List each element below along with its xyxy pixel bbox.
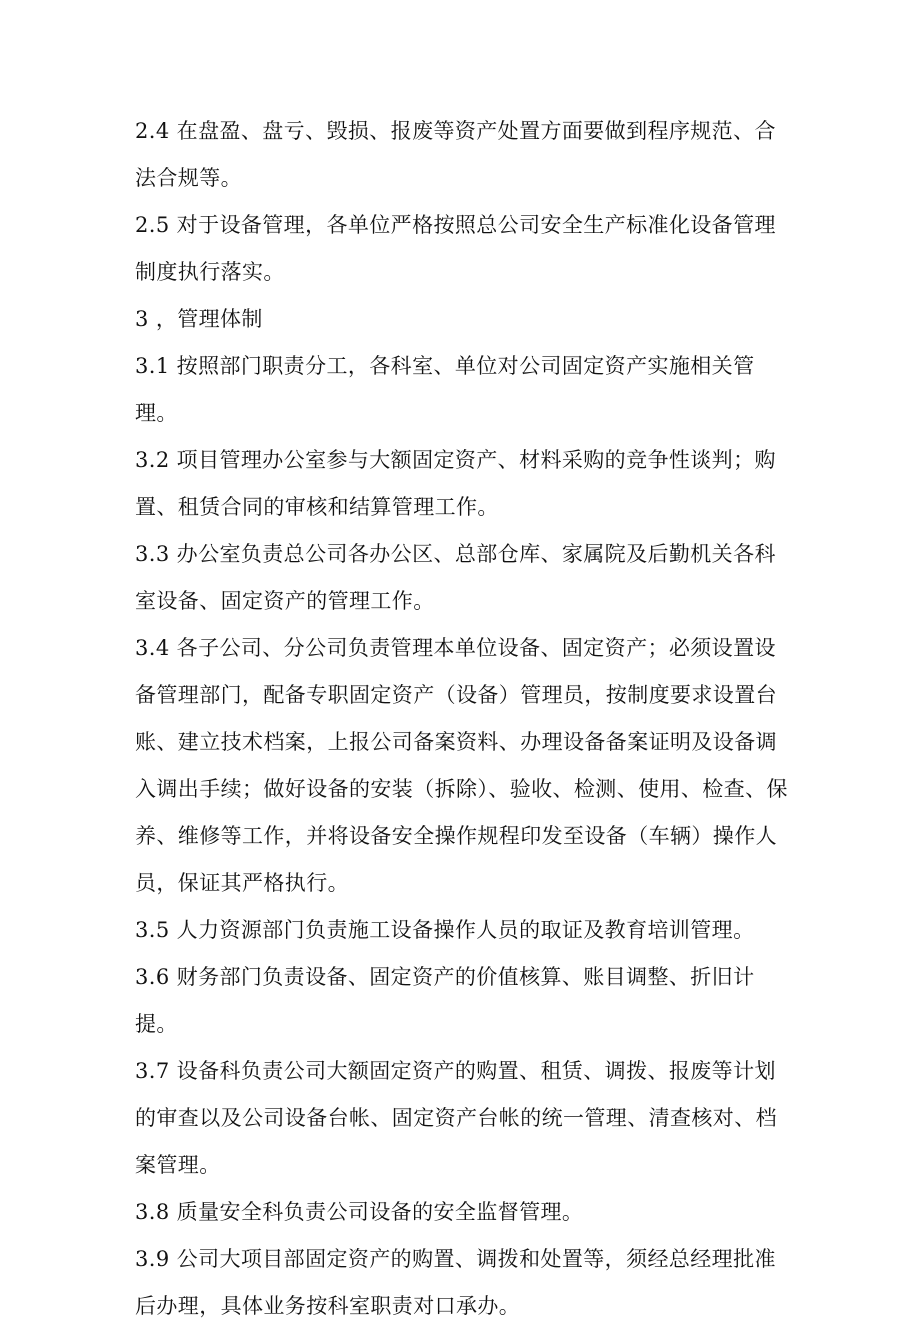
paragraph-3-9: 3.9 公司大项目部固定资产的购置、调拨和处置等，须经总经理批准后办理，具体业务按科室职责对口承办。: [135, 1247, 776, 1318]
paragraph-3-3: 3.3 办公室负责总公司各办公区、总部仓库、家属院及后勤机关各科室设备、固定资产的管理工作。: [135, 542, 776, 613]
paragraph-2-5: 2.5 对于设备管理，各单位严格按照总公司安全生产标准化设备管理制度执行落实。: [135, 213, 776, 284]
section-heading-3: 3 ，管理体制: [135, 307, 263, 331]
paragraph-3-6: 3.6 财务部门负责设备、固定资产的价值核算、账目调整、折旧计提。: [135, 965, 755, 1036]
paragraph-3-5: 3.5 人力资源部门负责施工设备操作人员的取证及教育培训管理。: [135, 918, 755, 942]
paragraph-3-7: 3.7 设备科负责公司大额固定资产的购置、租赁、调拨、报废等计划的审查以及公司设备台帐、固定资产台帐的统一管理、清查核对、档案管理。: [135, 1059, 777, 1177]
paragraph-2-4: 2.4 在盘盈、盘亏、毁损、报废等资产处置方面要做到程序规范、合法合规等。: [135, 119, 776, 190]
document-body: [135, 108, 795, 1330]
paragraph-3-4: 3.4 各子公司、分公司负责管理本单位设备、固定资产；必须设置设备管理部门，配备专职固定资产（设备）管理员，按制度要求设置台账、建立技术档案，上报公司备案资料、办理设备备案证明及设备调入调出手续；做好设备的安装（拆除）、验收、检测、使用、检查、保养、维修等工作，并将设备安全操作规程印发至设备（车辆）操作人员，保证其严格执行。: [135, 636, 788, 895]
paragraph-3-1: 3.1 按照部门职责分工，各科室、单位对公司固定资产实施相关管理。: [135, 354, 755, 425]
paragraph-3-8: 3.8 质量安全科负责公司设备的安全监督管理。: [135, 1200, 584, 1224]
paragraph-3-2: 3.2 项目管理办公室参与大额固定资产、材料采购的竞争性谈判；购置、租赁合同的审核和结算管理工作。: [135, 448, 776, 519]
